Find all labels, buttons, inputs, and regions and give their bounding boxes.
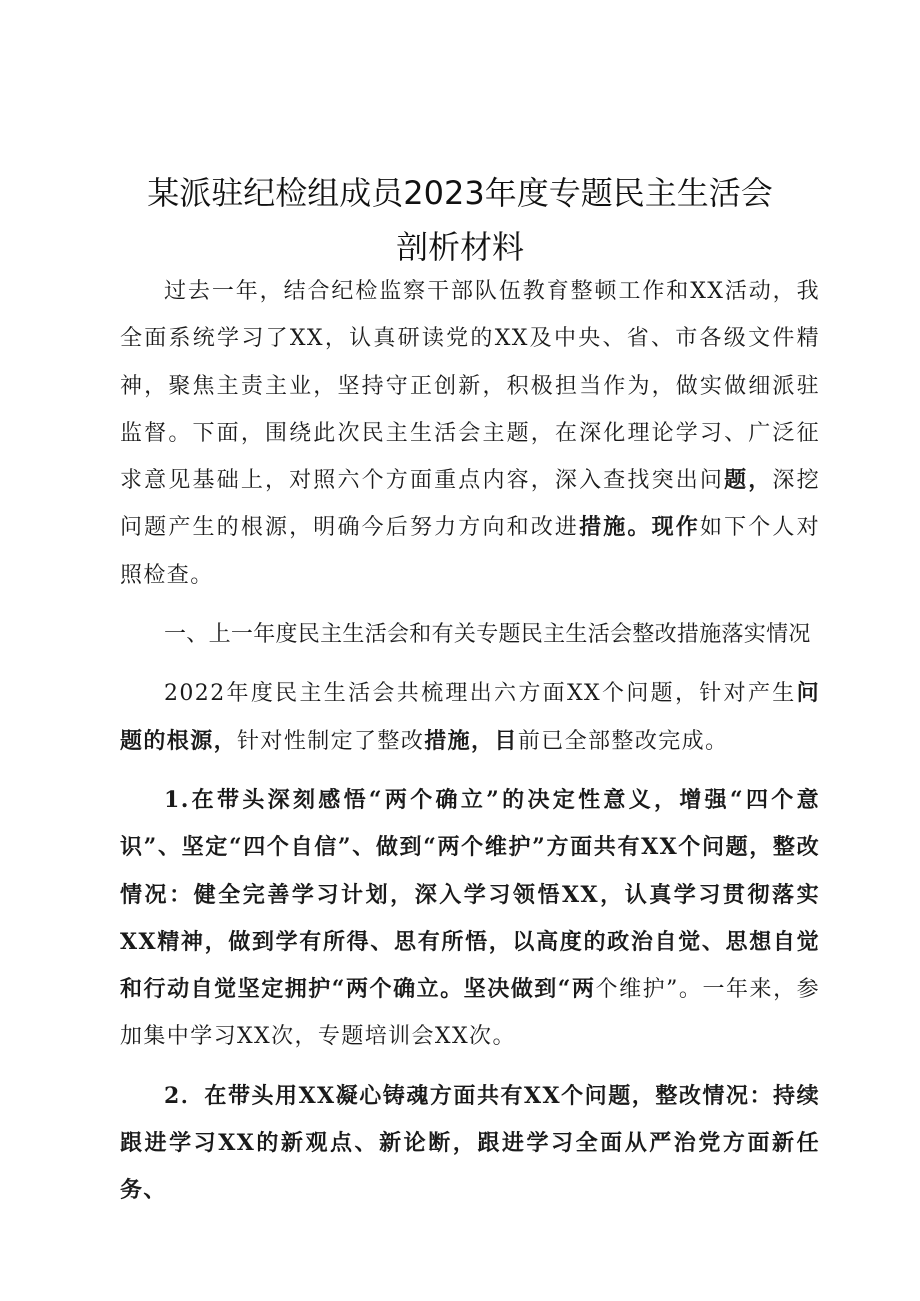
intro-paragraph bbox=[120, 268, 820, 599]
item-1-text: 个维护”。一年来，参加集中学习XX次，专题培训会XX次。 bbox=[120, 977, 821, 1050]
intro-text-2: 深挖问题产生的根源，明确今后努力方向和改进 bbox=[120, 468, 820, 541]
document-body bbox=[120, 268, 820, 1215]
intro-bold-2: 措施。现作 bbox=[579, 514, 700, 541]
intro-text-3: 如下个人对照检查。 bbox=[120, 515, 820, 588]
section-1-bold-2: 措施，目 bbox=[424, 727, 518, 754]
section-1-paragraph bbox=[120, 670, 820, 765]
section-1-text-3: 前已全部整改完成。 bbox=[517, 728, 729, 754]
section-1-text-1: 2022年度民主生活会共梳理出六方面XX个问题，针对产生 bbox=[164, 681, 797, 707]
section-1-text-2: 针对性制定了整改 bbox=[237, 728, 425, 754]
document-title-line-2: 剖析材料 bbox=[395, 228, 524, 266]
intro-bold-1: 题， bbox=[724, 467, 773, 494]
item-1-paragraph bbox=[120, 777, 820, 1061]
item-2-paragraph bbox=[120, 1073, 820, 1215]
document-title-line-1: 某派驻纪检组成员2023年度专题民主生活会 bbox=[147, 174, 773, 212]
item-1-bold: 1.在带头深刻感悟“两个确立”的决定性意义，增强“四个意识”、坚定“四个自信”、做到“两个维护”方面共有XX个问题，整改情况：健全完善学习计划，深入学习领悟XX，认真学习贯彻落实XX精神，做到学有所得、思有所悟，以高度的政治自觉、思想自觉和行动自觉坚定拥护“两个确立。坚决做到“两 bbox=[120, 786, 820, 1003]
intro-text-1: 过去一年，结合纪检监察干部队伍教育整顿工作和XX活动，我全面系统学习了XX，认真研读党的XX及中央、省、市各级文件精神，聚焦主责主业，坚持守正创新，积极担当作为，做实做细派驻监督。下面，围绕此次民主生活会主题，在深化理论学习、广泛征求意见基础上，对照六个方面重点内容，深入查找突出问 bbox=[120, 279, 820, 494]
section-1-heading: 一、上一年度民主生活会和有关专题民主生活会整改措施落实情况 bbox=[164, 622, 811, 648]
item-2-bold: 2．在带头用XX凝心铸魂方面共有XX个问题，整改情况：持续跟进学习XX的新观点、新论断，跟进学习全面从严治党方面新任务、 bbox=[120, 1082, 820, 1204]
section-1-bold-1: 问题的根源， bbox=[120, 680, 820, 754]
